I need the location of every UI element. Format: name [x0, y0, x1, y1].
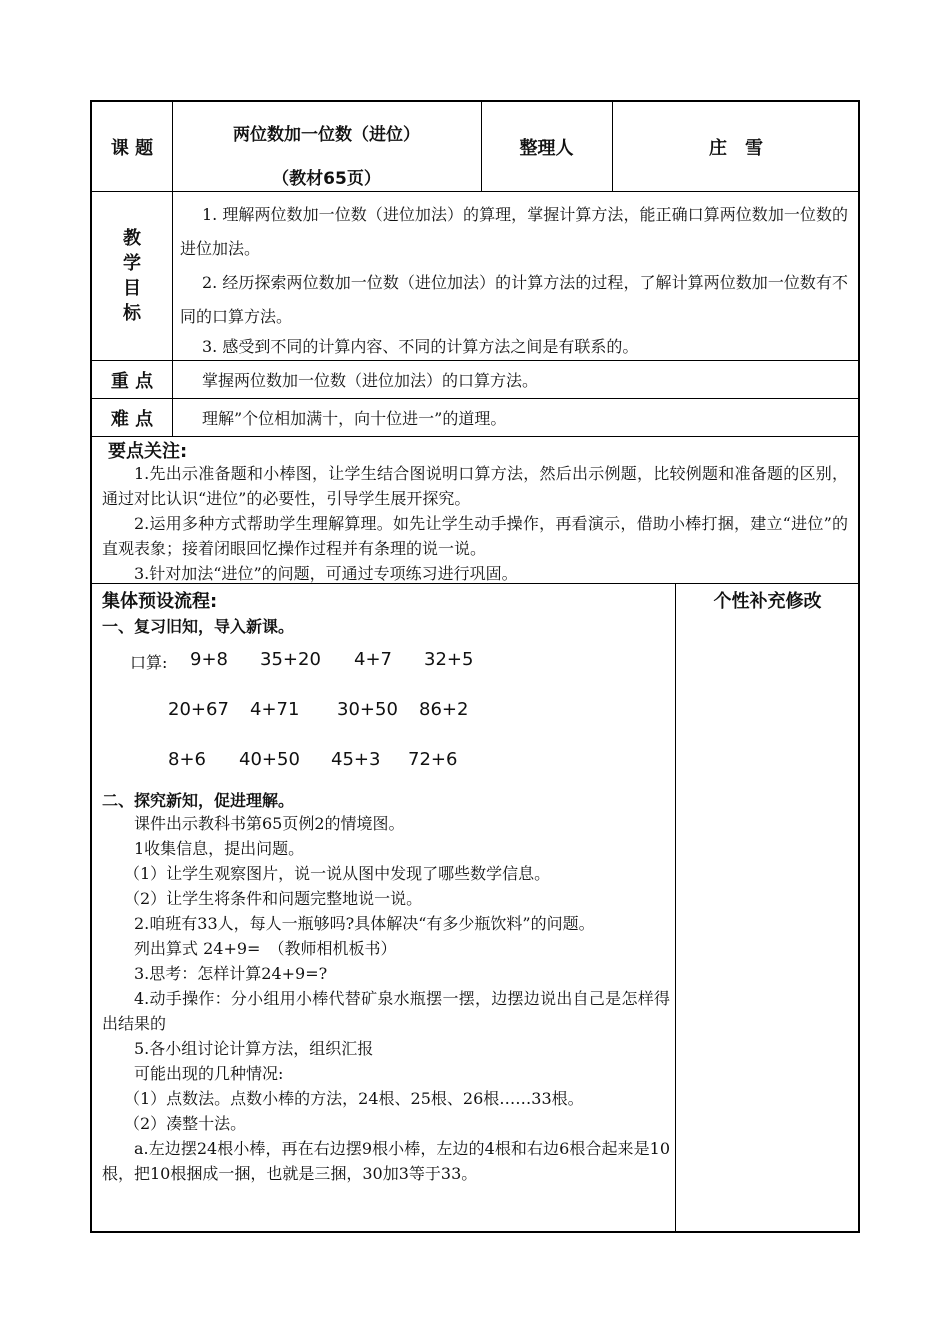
- organizer-name: 庄 雪: [709, 138, 763, 159]
- step-line: 课件出示教科书第65页例2的情境图。: [134, 814, 405, 833]
- objective-item-3: 3. 感受到不同的计算内容、不同的计算方法之间是有联系的。: [202, 337, 639, 356]
- step-line: 可能出现的几种情况:: [134, 1064, 284, 1083]
- section-review-heading: 一、复习旧知，导入新课。: [102, 617, 295, 636]
- step-line: 列出算式 24+9= （教师相机板书）: [134, 939, 397, 958]
- oral-calc-item: 35+20: [260, 649, 321, 670]
- oral-calc-label: 口算:: [130, 653, 168, 672]
- difficulty-text: 理解”个位相加满十，向十位进一”的道理。: [202, 409, 507, 428]
- oral-calc-item: 30+50: [337, 699, 398, 720]
- flow-title: 集体预设流程:: [102, 591, 218, 612]
- oral-calc-item: 32+5: [424, 649, 474, 670]
- step-line: 1收集信息，提出问题。: [134, 839, 305, 858]
- key-point-label: 重 点: [110, 371, 154, 392]
- note-item: 3.针对加法“进位”的问题，可通过专项练习进行巩固。: [134, 564, 518, 583]
- row-divider: [92, 398, 858, 399]
- step-line: （1）让学生观察图片，说一说从图中发现了哪些数学信息。: [124, 864, 551, 883]
- oral-calc-item: 4+7: [354, 649, 392, 670]
- side-column-divider: [675, 583, 676, 1233]
- note-item: 2.运用多种方式帮助学生理解算理。如先让学生动手操作，再看演示，借助小棒打捆，建立“进位”的直观表象；接着闭眼回忆操作过程并有条理的说一说。: [102, 514, 848, 558]
- oral-calc-item: 40+50: [239, 749, 300, 770]
- step-line: （1）点数法。点数小棒的方法，24根、25根、26根……33根。: [124, 1089, 584, 1108]
- step-line: （2）凑整十法。: [124, 1114, 247, 1133]
- oral-calc-item: 72+6: [408, 749, 458, 770]
- oral-calc-item: 45+3: [331, 749, 381, 770]
- objectives-label: 教 学 目 标: [123, 228, 141, 324]
- organizer-label: 整理人: [519, 138, 574, 159]
- step-line: 5.各小组讨论计算方法，组织汇报: [134, 1039, 374, 1058]
- difficulty-label: 难 点: [110, 409, 154, 430]
- lesson-title-line1: 两位数加一位数（进位）: [233, 125, 420, 145]
- section-explore-heading: 二、探究新知，促进理解。: [102, 791, 295, 810]
- step-line: 3.思考：怎样计算24+9=?: [134, 964, 328, 983]
- oral-calc-item: 20+67: [168, 699, 229, 720]
- oral-calc-item: 8+6: [168, 749, 206, 770]
- objective-item-1: 1. 理解两位数加一位数（进位加法）的算理，掌握计算方法，能正确口算两位数加一位数的进位加法。: [180, 205, 848, 258]
- step-line: 4.动手操作：分小组用小棒代替矿泉水瓶摆一摆，边摆边说出自己是怎样得出结果的: [102, 989, 670, 1033]
- objective-item-2: 2. 经历探索两位数加一位数（进位加法）的计算方法的过程，了解计算两位数加一位数有不同的口算方法。: [180, 273, 848, 326]
- note-item: 1.先出示准备题和小棒图，让学生结合图说明口算方法，然后出示例题，比较例题和准备题的区别，通过对比认识“进位”的必要性，引导学生展开探究。: [102, 464, 848, 508]
- label-column-divider: [172, 102, 173, 436]
- notes-title: 要点关注:: [108, 441, 188, 462]
- row-divider: [92, 436, 858, 437]
- key-point-text: 掌握两位数加一位数（进位加法）的口算方法。: [202, 371, 539, 390]
- side-column-title: 个性补充修改: [713, 591, 822, 612]
- explore-steps: [102, 811, 670, 1186]
- topic-label: 课 题: [110, 138, 154, 159]
- oral-calc-item: 4+71: [250, 699, 300, 720]
- step-line: 2.咱班有33人，每人一瓶够吗?具体解决“有多少瓶饮料”的问题。: [134, 914, 595, 933]
- notes-list: [102, 461, 848, 586]
- step-line: （2）让学生将条件和问题完整地说一说。: [124, 889, 423, 908]
- step-line: a.左边摆24根小棒，再在右边摆9根小棒，左边的4根和右边6根合起来是10根，把10根捆成一捆，也就是三捆，30加3等于33。: [102, 1139, 670, 1183]
- lesson-title-line2: （教材65页）: [272, 169, 381, 189]
- lesson-plan-table: [90, 100, 860, 1233]
- oral-calc-item: 86+2: [419, 699, 469, 720]
- row-divider: [92, 191, 858, 192]
- oral-calc-item: 9+8: [190, 649, 228, 670]
